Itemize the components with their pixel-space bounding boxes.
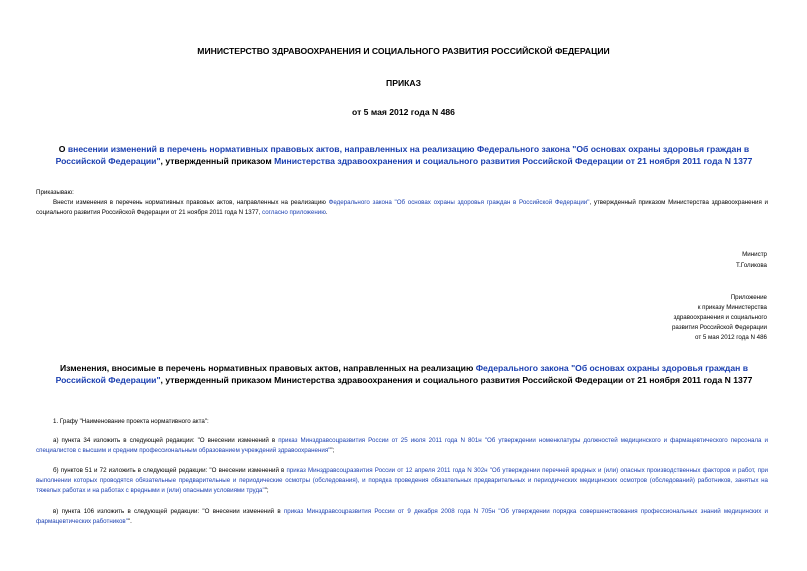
subject-mid: , утвержденный приказом bbox=[160, 155, 275, 166]
order-link-appendix[interactable]: согласно приложению bbox=[262, 209, 326, 216]
item-c-link-order-705n[interactable]: приказ Минздравсоцразвития России от 9 декабря 2008 года N 705н "Об утверждении порядка совершенствования профессиональных знаний медицинских и фармацевтических работников" bbox=[36, 508, 768, 525]
subject-heading bbox=[36, 144, 772, 167]
item-b-link-order-302n[interactable]: приказ Минздравсоцразвития России от 12 апреля 2011 года N 302н "Об утверждении перечней вредных и (или) опасных производственных факторов и работ, при выполнении которых проводятся обязательные предварительные и периодические осмотры (обследования), и порядка проведения обязательных предварительных и периодических медицинских осмотров (обследований) работников, занятых на тяжелых работах и на работах с вредными и (или) опасными условиями труда" bbox=[36, 467, 768, 494]
doc-type-heading: ПРИКАЗ bbox=[386, 78, 421, 88]
appendix-line: от 5 мая 2012 года N 486 bbox=[695, 334, 767, 341]
changes-heading: Изменения, вносимые в перечень нормативных правовых актов, направленных на реализацию Федерального закона "Об основах охраны здоровья граждан в Российской Федерации", утвержденный приказом Министерства здравоохранения и социального развития Российской Федерации от 21 ноября 2011 года N 1377 bbox=[55, 363, 753, 385]
subject-link-order-1377[interactable]: Министерства здравоохранения и социального развития Российской Федерации от 21 ноября 2011 года N 1377 bbox=[274, 155, 753, 166]
order-paragraph: Внести изменения в перечень нормативных правовых актов, направленных на реализацию Федерального закона "Об основах охраны здоровья граждан в Российской Федерации", утвержденный приказом Министерства здравоохранения и социального развития Российской Федерации от 21 ноября 2011 года N 1377, согласно приложению. bbox=[36, 199, 768, 216]
item-a: а) пункта 34 изложить в следующей редакции: "О внесении изменений в приказ Минздравсоцразвития России от 25 июля 2011 года N 801н "Об утверждении номенклатуры должностей медицинского и фармацевтического персонала и специалистов с высшим и средним профессиональным образованием учреждений здравоохранения""; bbox=[36, 437, 768, 454]
appendix-line: к приказу Министерства bbox=[697, 304, 767, 311]
subject-link-law[interactable]: внесении изменений в перечень нормативных правовых актов, направленных на реализацию Федерального закона "Об основах охраны здоровья граждан в Российской Федерации" bbox=[55, 144, 750, 166]
appendix-line: здравоохранения и социального bbox=[673, 314, 767, 321]
item-1: 1. Графу "Наименование проекта нормативного акта": bbox=[53, 418, 209, 425]
item-b: б) пунктов 51 и 72 изложить в следующей редакции: "О внесении изменений в приказ Минздравсоцразвития России от 12 апреля 2011 года N 302н "Об утверждении перечней вредных и (или) опасных производственных факторов и работ, при выполнении которых проводятся обязательные предварительные и периодические осмотры (обследования), и порядка проведения обязательных предварительных и периодических медицинских осмотров (обследований) работников, занятых на тяжелых работах и на работах с вредными и (или) опасными условиями труда""; bbox=[36, 467, 768, 494]
subject-prefix: О bbox=[58, 144, 68, 154]
order-link-law[interactable]: Федерального закона "Об основах охраны здоровья граждан в Российской Федерации" bbox=[328, 199, 590, 206]
appendix-line: развития Российской Федерации bbox=[671, 324, 767, 331]
ministry-heading: МИНИСТЕРСТВО ЗДРАВООХРАНЕНИЯ И СОЦИАЛЬНОГО РАЗВИТИЯ РОССИЙСКОЙ ФЕДЕРАЦИИ bbox=[197, 46, 610, 56]
changes-link-law[interactable]: Федерального закона "Об основах охраны здоровья граждан в Российской Федерации" bbox=[55, 363, 749, 385]
order-intro: Приказываю: bbox=[36, 189, 74, 196]
signature-position: Министр bbox=[742, 251, 767, 258]
signature-name: Т.Голикова bbox=[736, 262, 767, 269]
item-a-link-order-801n[interactable]: приказ Минздравсоцразвития России от 25 июля 2011 года N 801н "Об утверждении номенклатуры должностей медицинского и фармацевтического персонала и специалистов с высшим и средним профессиональным образованием учреждений здравоохранения" bbox=[36, 437, 768, 454]
item-c: в) пункта 106 изложить в следующей редакции: "О внесении изменений в приказ Минздравсоцразвития России от 9 декабря 2008 года N 705н "Об утверждении порядка совершенствования профессиональных знаний медицинских и фармацевтических работников"". bbox=[36, 508, 768, 525]
date-number-heading: от 5 мая 2012 года N 486 bbox=[352, 107, 455, 117]
appendix-line: Приложение bbox=[730, 294, 767, 301]
